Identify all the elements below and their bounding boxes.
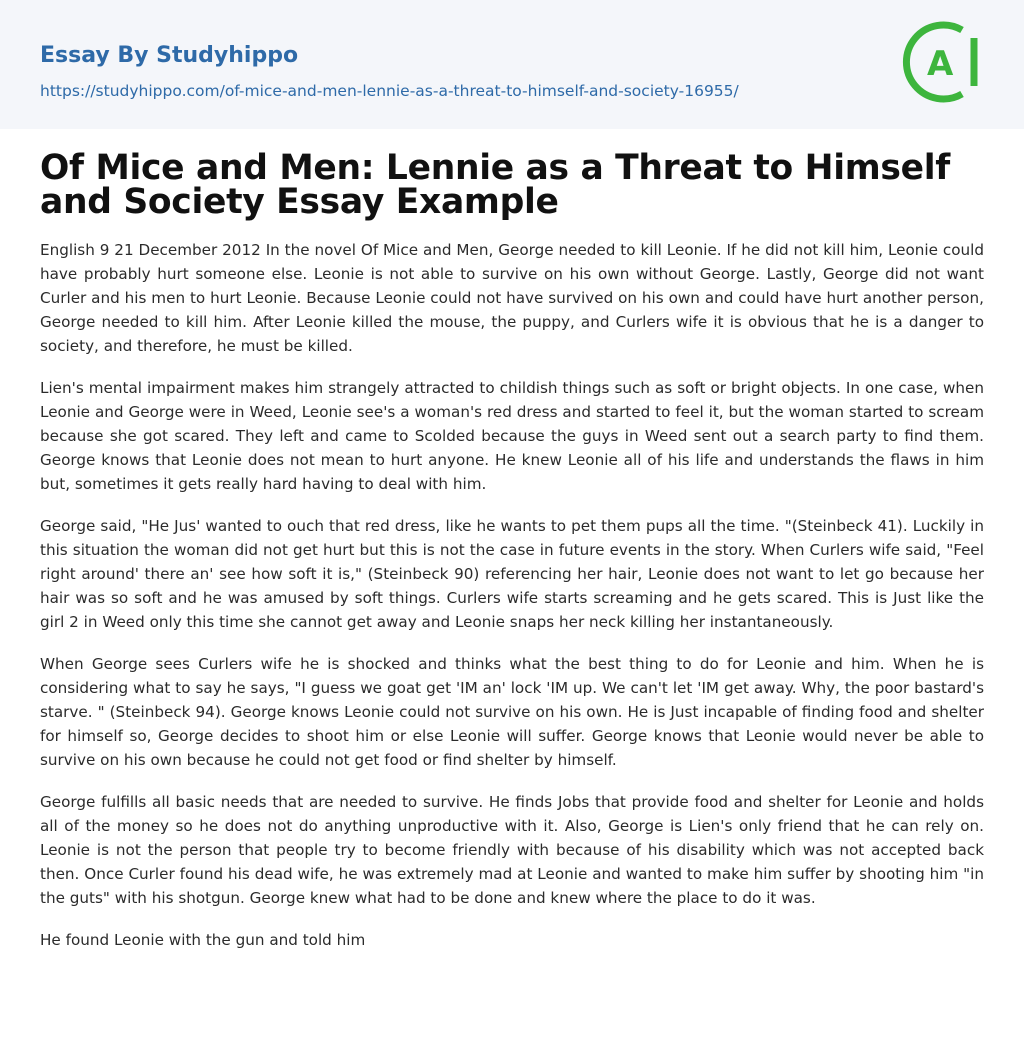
essay-paragraph: George said, "He Jus' wanted to ouch that red dress, like he wants to pet them pups all the time. "(Steinbeck 41). Luckily in this situation the woman did not get hurt but this is not the case in future events in the story. When Curlers wife said, "Feel right around' there an' see how soft it is," (Steinbeck 90) referencing her hair, Leonie does not want to let go because her hair was so soft and he was amused by soft things. Curlers wife starts screaming and he gets scared. This is Just like the girl 2 in Weed only this time she cannot get away and Leonie snaps her neck killing her instantaneously. xyxy=(40,517,984,631)
essay-paragraph: He found Leonie with the gun and told him xyxy=(40,931,366,949)
logo-letter: A xyxy=(927,44,954,84)
essay-paragraph: George fulfills all basic needs that are needed to survive. He finds Jobs that provide food and shelter for Leonie and holds all of the money so he does not do anything unproductive with it. Also, George is Lien's only friend that he can rely on. Leonie is not the person that people try to become friendly with because of his disability which was not accepted back then. Once Curler found his dead wife, he was extremely mad at Leonie and wanted to make him suffer by shooting him "in the guts" with his shotgun. George knew what had to be done and knew where the place to do it was. xyxy=(40,793,984,907)
page-title: Of Mice and Men: Lennie as a Threat to Himself and Society Essay Example xyxy=(40,148,950,222)
studyhippo-logo-icon[interactable] xyxy=(900,20,984,104)
essay-paragraph: English 9 21 December 2012 In the novel Of Mice and Men, George needed to kill Leonie. If he did not kill him, Leonie could have probably hurt someone else. Leonie is not able to survive on his own without George. Lastly, George did not want Curler and his men to hurt Leonie. Because Leonie could not have survived on his own and could have hurt another person, George needed to kill him. After Leonie killed the mouse, the puppy, and Curlers wife it is obvious that he is a danger to society, and therefore, he must be killed. xyxy=(40,241,984,355)
essay-paragraph: Lien's mental impairment makes him strangely attracted to childish things such as soft or bright objects. In one case, when Leonie and George were in Weed, Leonie see's a woman's red dress and started to feel it, but the woman started to scream because she got scared. They left and came to Scolded because the guys in Weed sent out a search party to find them. George knows that Leonie does not mean to hurt anyone. He knew Leonie all of his life and understands the flaws in him but, sometimes it gets really hard having to deal with him. xyxy=(40,379,984,493)
article xyxy=(0,148,1024,952)
essay-url-link[interactable]: https://studyhippo.com/of-mice-and-men-lennie-as-a-threat-to-himself-and-society-16955/ xyxy=(40,82,739,100)
site-title[interactable]: Essay By Studyhippo xyxy=(40,43,299,68)
site-header xyxy=(0,0,1024,129)
essay-paragraph: When George sees Curlers wife he is shocked and thinks what the best thing to do for Leonie and him. When he is considering what to say he says, "I guess we goat get 'IM an' lock 'IM up. We can't let 'IM get away. Why, the poor bastard's starve. " (Steinbeck 94). George knows Leonie could not survive on his own. He is Just incapable of finding food and shelter for himself so, George decides to shoot him or else Leonie will suffer. George knows that Leonie would never be able to survive on his own because he could not get food or find shelter by himself. xyxy=(40,655,984,769)
